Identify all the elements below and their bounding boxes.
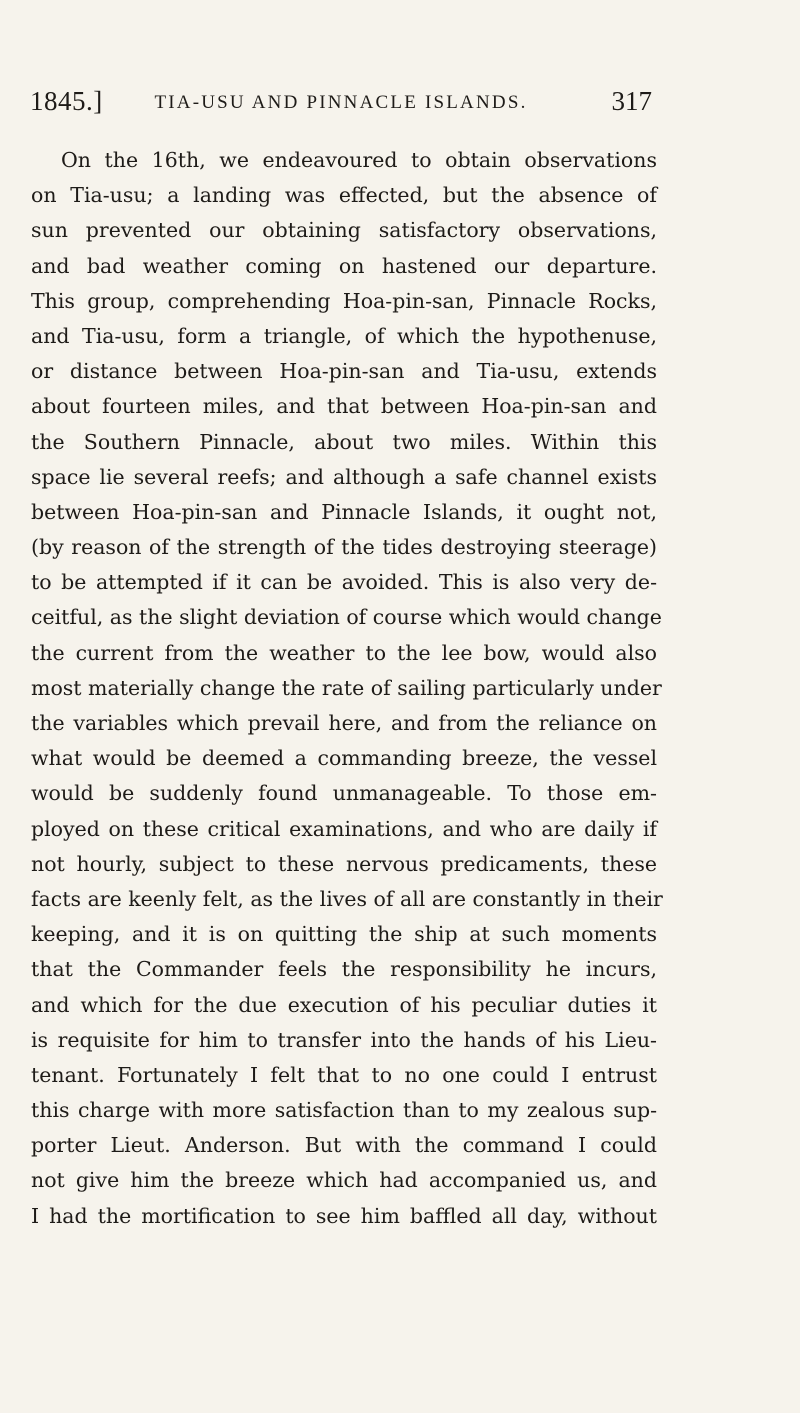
running-head-title: TIA-USU AND PINNACLE ISLANDS. [154,92,528,113]
text-line: the current from the weather to the lee bow, would also [31,640,657,665]
text-line: and bad weather coming on hastened our departure. [31,253,657,278]
body-paragraph [31,143,663,1234]
text-line: and Tia-usu, form a triangle, of which the hypothenuse, [31,323,657,348]
text-line: tenant. Fortunately I felt that to no one could I entrust [31,1062,657,1087]
text-line: On the 16th, we endeavoured to obtain observations [61,148,657,172]
text-line: or distance between Hoa-pin-san and Tia-usu, extends [31,359,657,384]
running-head [30,86,652,126]
text-line: this charge with more satisfaction than to my zealous sup- [31,1098,657,1123]
text-line: keeping, and it is on quitting the ship at such moments [31,922,657,947]
running-head-year: 1845.] [30,86,103,116]
text-line: space lie several reefs; and although a safe channel exists [31,464,657,489]
text-line: about fourteen miles, and that between Hoa-pin-san and [31,394,657,419]
text-line: facts are keenly felt, as the lives of all are constantly in their [31,886,663,911]
text-line: the variables which prevail here, and from the reliance on [31,711,657,735]
text-line: and which for the due execution of his peculiar duties it [31,992,657,1017]
text-line: ceitful, as the slight deviation of course which would change [31,605,662,630]
text-line: (by reason of the strength of the tides destroying steerage) [31,535,657,560]
text-line: between Hoa-pin-san and Pinnacle Islands, it ought not, [31,499,657,524]
text-line: to be attempted if it can be avoided. This is also very de- [31,570,657,595]
text-line: I had the mortification to see him baffled all day, without [31,1203,657,1228]
page-number: 317 [611,86,652,116]
text-line: This group, comprehending Hoa-pin-san, Pinnacle Rocks, [31,288,657,313]
text-line: not hourly, subject to these nervous predicaments, these [31,851,657,876]
text-line: sun prevented our obtaining satisfactory observations, [31,218,657,243]
text-line: is requisite for him to transfer into the hands of his Lieu- [31,1027,657,1052]
text-line: what would be deemed a commanding breeze, the vessel [31,746,657,771]
text-line: porter Lieut. Anderson. But with the command I could [31,1133,657,1158]
text-line: on Tia-usu; a landing was effected, but the absence of [31,183,657,208]
text-line: the Southern Pinnacle, about two miles. Within this [31,429,657,454]
text-line: ployed on these critical examinations, and who are daily if [31,816,657,841]
text-line: most materially change the rate of sailing particularly under [31,675,662,700]
text-line: would be suddenly found unmanageable. To those em- [31,781,657,806]
text-line: that the Commander feels the responsibility he incurs, [31,957,657,982]
text-line: not give him the breeze which had accompanied us, and [31,1168,657,1193]
